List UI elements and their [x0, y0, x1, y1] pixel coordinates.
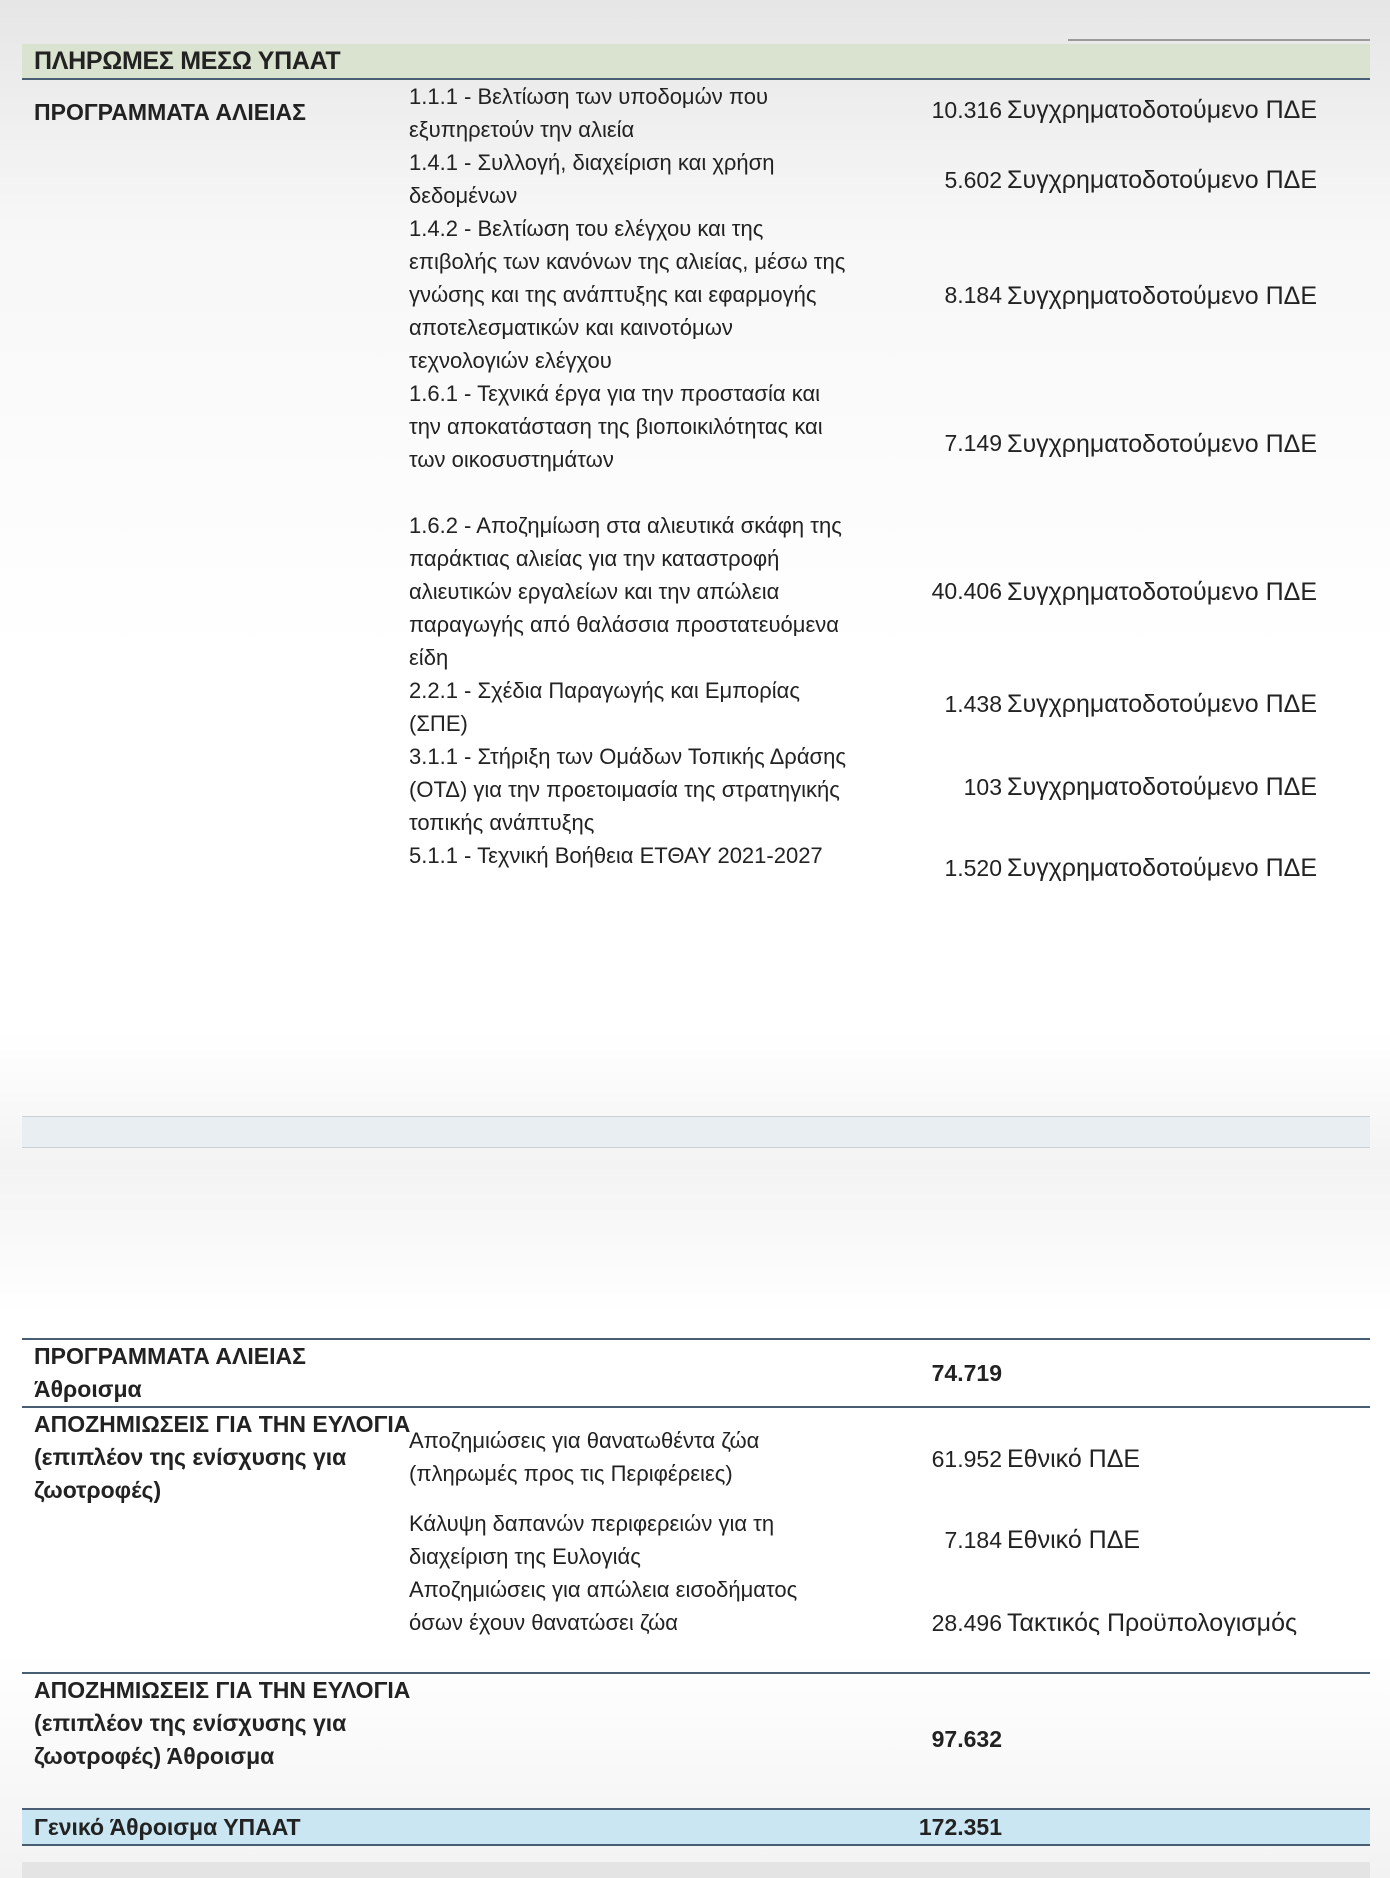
row-source: Συγχρηματοδοτούμενο ΠΔΕ	[1007, 96, 1318, 124]
row-source: Συγχρηματοδοτούμενο ΠΔΕ	[1007, 578, 1318, 606]
row-source: Συγχρηματοδοτούμενο ΠΔΕ	[1007, 690, 1318, 718]
table-row	[22, 377, 1370, 509]
spacer-band	[22, 1116, 1370, 1148]
table-row	[22, 674, 1370, 740]
subtotal-amount: 97.632	[931, 1726, 1002, 1752]
row-source: Εθνικό ΠΔΕ	[1007, 1526, 1141, 1554]
row-source: Τακτικός Προϋπολογισμός	[1007, 1609, 1298, 1637]
row-description: Κάλυψη δαπανών περιφερειών για τη διαχείριση της Ευλογιάς	[409, 1511, 775, 1569]
row-description: 1.6.2 - Αποζημίωση στα αλιευτικά σκάφη της παράκτιας αλιείας για την καταστροφή αλιευτικών εργαλείων και την απώλεια παραγωγής από θαλάσσια προστατευόμενα είδη	[409, 513, 842, 670]
row-source: Συγχρηματοδοτούμενο ΠΔΕ	[1007, 430, 1318, 458]
subtotal-label: ΑΠΟΖΗΜΙΩΣΕΙΣ ΓΙΑ ΤΗΝ ΕΥΛΟΓΙΑ (επιπλέον της ενίσχυσης για ζωοτροφές) Άθροισμα	[34, 1677, 411, 1769]
subtotal-row-fisheries	[22, 1340, 1370, 1406]
row-amount: 61.952	[931, 1446, 1002, 1472]
table-row	[22, 80, 1370, 146]
row-amount: 7.184	[944, 1527, 1002, 1553]
table-row	[22, 1573, 1370, 1672]
table-row	[22, 1507, 1370, 1573]
row-description: 2.2.1 - Σχέδια Παραγωγής και Εμπορίας (ΣΠΕ)	[409, 678, 800, 736]
subtotal-amount: 74.719	[931, 1360, 1002, 1386]
bottom-strip	[22, 1862, 1370, 1878]
table-header-band	[22, 44, 1370, 80]
row-amount: 1.438	[944, 691, 1002, 717]
row-description: 1.4.1 - Συλλογή, διαχείριση και χρήση δεδομένων	[409, 150, 775, 208]
row-amount: 1.520	[944, 855, 1002, 881]
row-source: Συγχρηματοδοτούμενο ΠΔΕ	[1007, 854, 1318, 882]
table-row	[22, 146, 1370, 212]
grand-total-row	[22, 1808, 1370, 1846]
row-amount: 10.316	[931, 97, 1002, 123]
row-source: Συγχρηματοδοτούμενο ΠΔΕ	[1007, 773, 1318, 801]
row-source: Συγχρηματοδοτούμενο ΠΔΕ	[1007, 282, 1318, 310]
grand-total-amount: 172.351	[918, 1814, 1002, 1840]
subtotal-label: ΠΡΟΓΡΑΜΜΑΤΑ ΑΛΙΕΙΑΣ Άθροισμα	[34, 1343, 306, 1402]
row-description: 3.1.1 - Στήριξη των Ομάδων Τοπικής Δράσης (ΟΤΔ) για την προετοιμασία της στρατηγικής τοπικής ανάπτυξης	[409, 744, 846, 835]
row-amount: 40.406	[931, 578, 1002, 604]
row-amount: 5.602	[944, 167, 1002, 193]
row-description: 1.1.1 - Βελτίωση των υποδομών που εξυπηρετούν την αλιεία	[409, 84, 769, 142]
row-amount: 28.496	[931, 1610, 1002, 1636]
section-label-fisheries: ΠΡΟΓΡΑΜΜΑΤΑ ΑΛΙΕΙΑΣ	[34, 99, 306, 125]
row-amount: 8.184	[944, 282, 1002, 308]
row-description: 5.1.1 - Τεχνική Βοήθεια ΕΤΘΑΥ 2021-2027	[409, 843, 823, 868]
grand-total-label: Γενικό Άθροισμα ΥΠΑΑΤ	[34, 1814, 301, 1840]
row-source: Συγχρηματοδοτούμενο ΠΔΕ	[1007, 166, 1318, 194]
row-description: 1.4.2 - Βελτίωση του ελέγχου και της επιβολής των κανόνων της αλιείας, μέσω της γνώσης και της ανάπτυξης και εφαρμογής αποτελεσματικών και καινοτόμων τεχνολογιών ελέγχου	[409, 216, 846, 373]
row-amount: 103	[963, 774, 1002, 800]
table-row	[22, 509, 1370, 674]
row-description: 1.6.1 - Τεχνικά έργα για την προστασία και την αποκατάσταση της βιοποικιλότητας και των οικοσυστημάτων	[409, 381, 823, 472]
section-label-compensations: ΑΠΟΖΗΜΙΩΣΕΙΣ ΓΙΑ ΤΗΝ ΕΥΛΟΓΙΑ (επιπλέον της ενίσχυσης για ζωοτροφές)	[34, 1411, 411, 1503]
row-amount: 7.149	[944, 430, 1002, 456]
subtotal-row-compensations	[22, 1674, 1370, 1806]
table-row	[22, 740, 1370, 839]
top-rule	[1068, 39, 1370, 41]
row-description: Αποζημιώσεις για απώλεια εισοδήματος όσων έχουν θανατώσει ζώα	[409, 1577, 798, 1635]
table-row	[22, 839, 1370, 905]
table-row	[22, 1424, 1370, 1490]
table-title: ΠΛΗΡΩΜΕΣ ΜΕΣΩ ΥΠΑΑΤ	[34, 46, 341, 75]
row-source: Εθνικό ΠΔΕ	[1007, 1445, 1141, 1473]
row-description: Αποζημιώσεις για θανατωθέντα ζώα (πληρωμές προς τις Περιφέρειες)	[409, 1428, 760, 1486]
table-row	[22, 212, 1370, 377]
